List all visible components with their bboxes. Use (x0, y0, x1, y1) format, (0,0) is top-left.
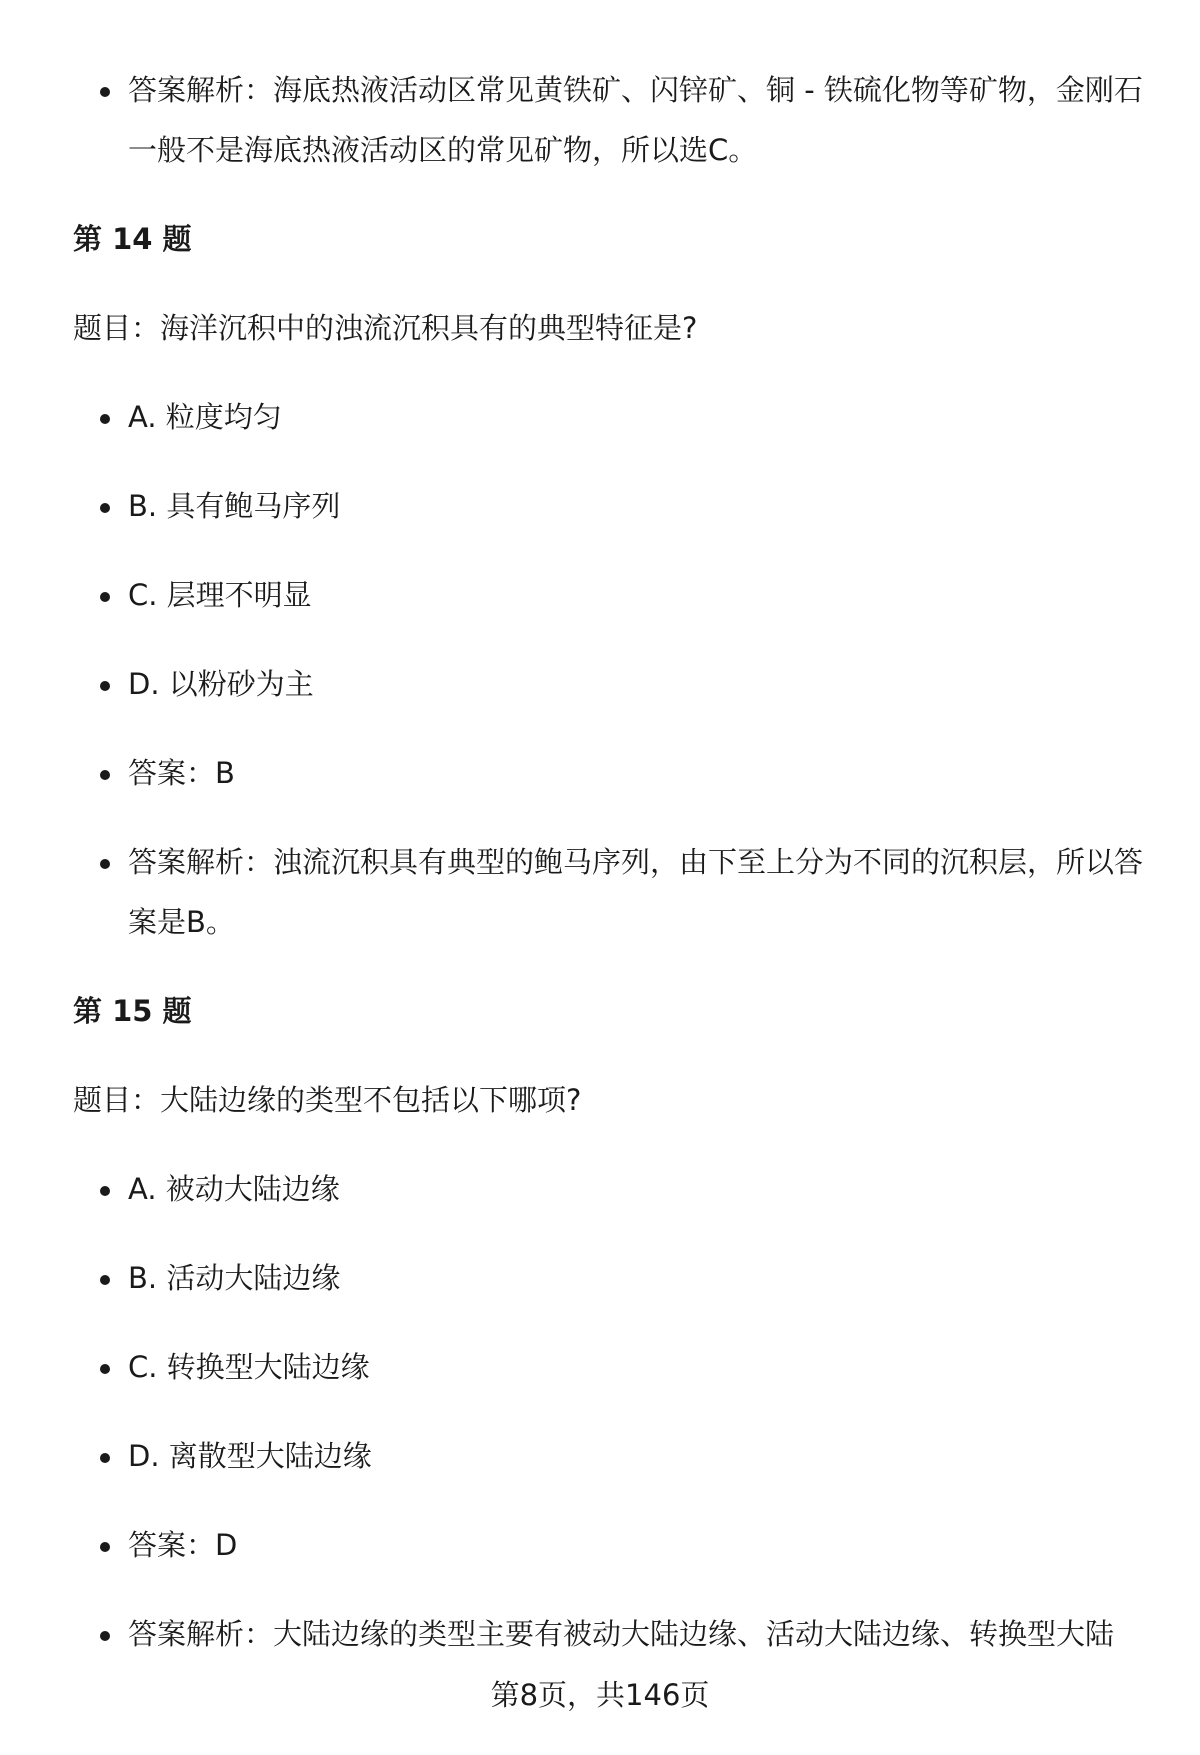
option-b: B. 活动大陆边缘 (73, 1248, 1153, 1308)
question-14 (73, 209, 1153, 952)
answer-explanation: 答案解析：海底热液活动区常见黄铁矿、闪锌矿、铜 - 铁硫化物等矿物，金刚石一般不是海底热液活动区的常见矿物，所以选C。 (73, 60, 1153, 180)
question-prompt: 题目：海洋沉积中的浊流沉积具有的典型特征是? (73, 311, 698, 345)
question-options (73, 1159, 1153, 1664)
answer-explanation: 答案解析：浊流沉积具有典型的鲍马序列，由下至上分为不同的沉积层，所以答案是B。 (73, 832, 1153, 952)
option-c: C. 转换型大陆边缘 (73, 1337, 1153, 1397)
answer: 答案：B (73, 743, 1153, 803)
question-15 (73, 981, 1153, 1664)
question-prompt: 题目：大陆边缘的类型不包括以下哪项? (73, 1083, 582, 1117)
option-d: D. 离散型大陆边缘 (73, 1426, 1153, 1486)
answer: 答案：D (73, 1515, 1153, 1575)
question-title: 第 15 题 (73, 994, 192, 1028)
prev-question-tail (73, 60, 1153, 180)
option-a: A. 粒度均匀 (73, 387, 1153, 447)
option-b: B. 具有鲍马序列 (73, 476, 1153, 536)
question-options (73, 387, 1153, 952)
option-a: A. 被动大陆边缘 (73, 1159, 1153, 1219)
option-d: D. 以粉砂为主 (73, 654, 1153, 714)
option-c: C. 层理不明显 (73, 565, 1153, 625)
question-title: 第 14 题 (73, 222, 192, 256)
answer-explanation: 答案解析：大陆边缘的类型主要有被动大陆边缘、活动大陆边缘、转换型大陆 (73, 1604, 1153, 1664)
page-footer: 第8页，共146页 (490, 1678, 710, 1712)
document-content (73, 60, 1153, 1693)
